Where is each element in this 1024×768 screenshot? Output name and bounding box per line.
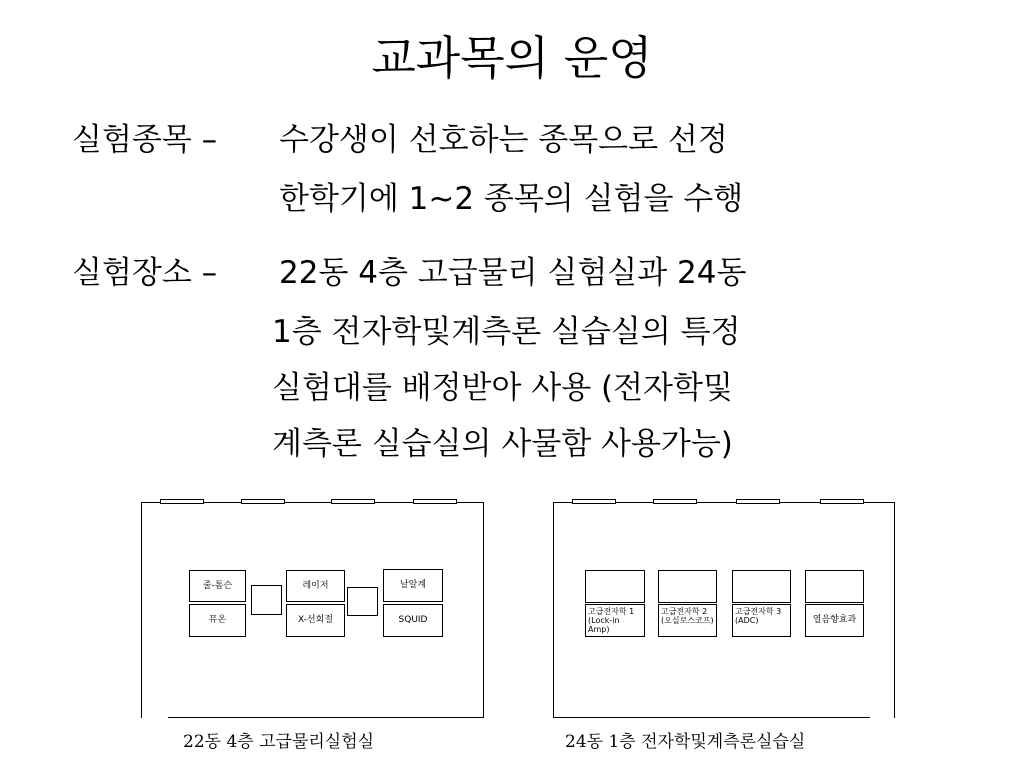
page-title: 교과목의 운영 (371, 31, 653, 85)
section-line: 22동 4층 고급물리 실험실과 24동 (279, 255, 747, 291)
station-advanced-electronics-3: 고급전자학 3 (ADC) (732, 604, 791, 637)
section-line: 1층 전자학및계측론 실습실의 특정 (272, 314, 741, 350)
section-label-experiment-location: 실험장소 – (72, 255, 218, 291)
bench-laser: 레이저 (286, 570, 345, 602)
left-room-window (241, 499, 285, 504)
bench-joule-thomson: 줄-톰슨 (189, 570, 246, 602)
left-room-pillar (251, 585, 282, 615)
left-room-window (331, 499, 375, 504)
station-box (658, 570, 717, 603)
left-room-pillar (347, 587, 378, 616)
right-room-door (870, 714, 894, 720)
station-box (585, 570, 645, 603)
station-box (805, 570, 864, 603)
section-line: 수강생이 선호하는 종목으로 선정 (279, 122, 728, 158)
right-room-window (653, 499, 697, 504)
left-room-window (413, 499, 457, 504)
right-room-window (572, 499, 616, 504)
station-box (732, 570, 791, 603)
right-room-window (820, 499, 864, 504)
bench-xray-diffraction: X-선회절 (286, 604, 345, 637)
left-room-caption: 22동 4층 고급물리실험실 (183, 732, 375, 752)
section-line: 계측론 실습실의 사물함 사용가능) (272, 426, 733, 462)
station-thermoacoustic-effect: 열음향효과 (805, 604, 864, 637)
bench-squid: SQUID (383, 604, 443, 637)
station-advanced-electronics-2: 고급전자학 2 (오실로스코프) (658, 604, 717, 637)
left-room-door (142, 714, 168, 720)
right-room-window (736, 499, 780, 504)
section-line: 한학기에 1~2 종목의 실험을 수행 (279, 181, 744, 217)
section-line: 실험대를 배정받아 사용 (전자학및 (272, 370, 733, 406)
section-label-experiment-items: 실험종목 – (72, 122, 218, 158)
right-room-caption: 24동 1층 전자학및계측론실습실 (565, 732, 806, 752)
bench-station-5: 날알계 (383, 569, 443, 602)
bench-muon: 뮤온 (189, 604, 246, 637)
left-room-window (160, 499, 204, 504)
station-advanced-electronics-1: 고급전자학 1 (Lock-in Amp) (585, 604, 645, 637)
